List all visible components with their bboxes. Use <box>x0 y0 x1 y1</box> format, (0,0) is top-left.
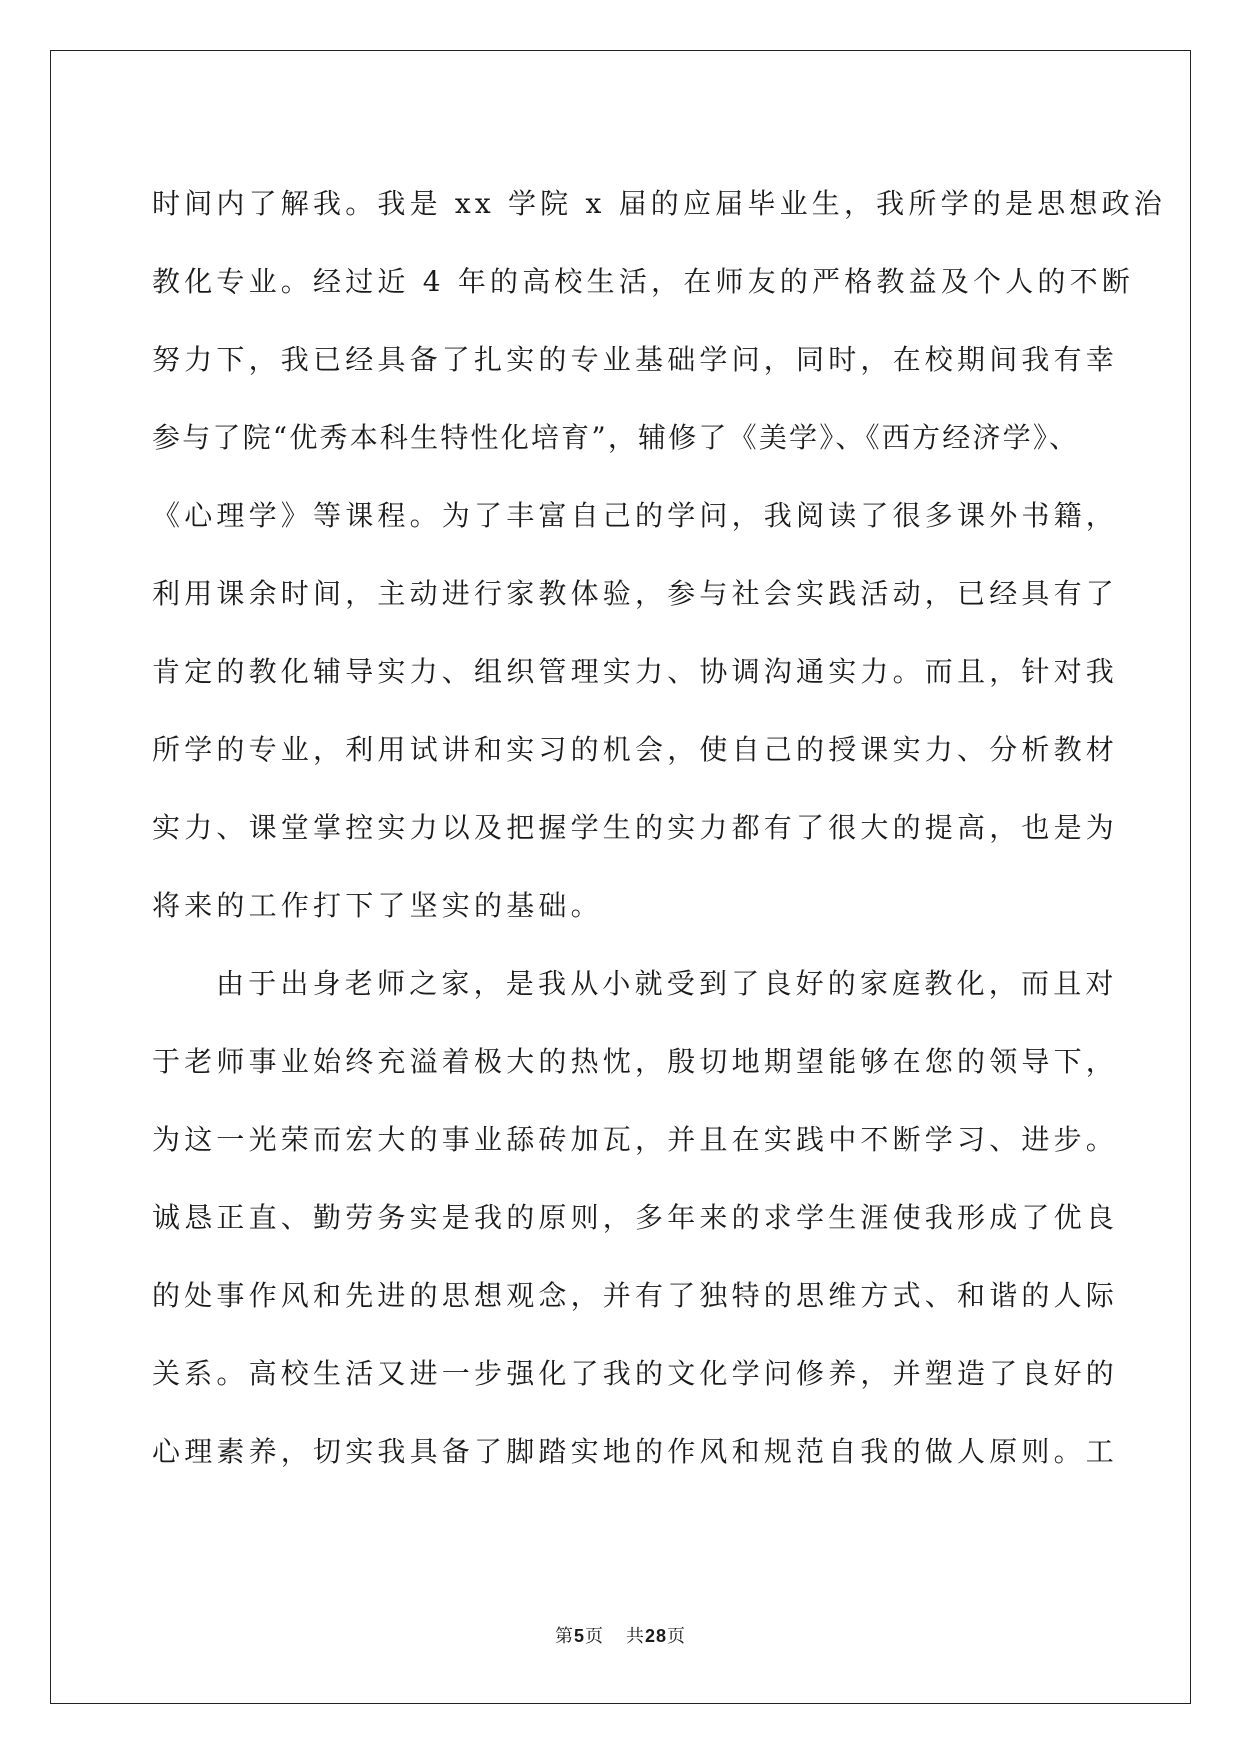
page-suffix: 页 <box>584 1626 604 1647</box>
current-page-number: 5 <box>573 1626 585 1646</box>
body-text <box>152 165 1166 1491</box>
text-line: 肯定的教化辅导实力、组织管理实力、协调沟通实力。而且，针对我 <box>152 655 1119 688</box>
text-line: 实力、课堂掌控实力以及把握学生的实力都有了很大的提高，也是为 <box>152 811 1119 844</box>
text-line: 利用课余时间，主动进行家教体验，参与社会实践活动，已经具有了 <box>152 577 1119 610</box>
text-line: 参与了院“优秀本科生特性化培育”，辅修了《美学》、《西方经济学》、 <box>152 421 1080 454</box>
total-prefix: 共 <box>625 1626 645 1647</box>
text-line: 《心理学》等课程。为了丰富自己的学问，我阅读了很多课外书籍， <box>152 499 1119 532</box>
total-suffix: 页 <box>667 1626 687 1647</box>
text-line: 为这一光荣而宏大的事业舔砖加瓦，并且在实践中不断学习、进步。 <box>152 1123 1119 1156</box>
text-line: 于老师事业始终充溢着极大的热忱，殷切地期望能够在您的领导下， <box>152 1045 1119 1078</box>
text-line: 将来的工作打下了坚实的基础。 <box>152 889 603 922</box>
page-prefix: 第 <box>554 1626 574 1647</box>
total-page-count: 28 <box>644 1626 668 1646</box>
text-line: 关系。高校生活又进一步强化了我的文化学问修养，并塑造了良好的 <box>152 1357 1119 1390</box>
text-line: 教化专业。经过近 4 年的高校生活，在师友的严格教益及个人的不断 <box>152 265 1135 298</box>
text-line: 的处事作风和先进的思想观念，并有了独特的思维方式、和谐的人际 <box>152 1279 1119 1312</box>
text-line: 努力下，我已经具备了扎实的专业基础学问，同时，在校期间我有幸 <box>152 343 1119 376</box>
text-line: 心理素养，切实我具备了脚踏实地的作风和规范自我的做人原则。工 <box>152 1435 1119 1468</box>
page-footer <box>0 1622 1241 1648</box>
paragraph-first-line: 由于出身老师之家，是我从小就受到了良好的家庭教化，而且对 <box>216 967 1118 1000</box>
text-line: 诚恳正直、勤劳务实是我的原则，多年来的求学生涯使我形成了优良 <box>152 1201 1119 1234</box>
text-line: 时间内了解我。我是 xx 学院 x 届的应届毕业生，我所学的是思想政治 <box>152 187 1166 220</box>
text-line: 所学的专业，利用试讲和实习的机会，使自己的授课实力、分析教材 <box>152 733 1119 766</box>
